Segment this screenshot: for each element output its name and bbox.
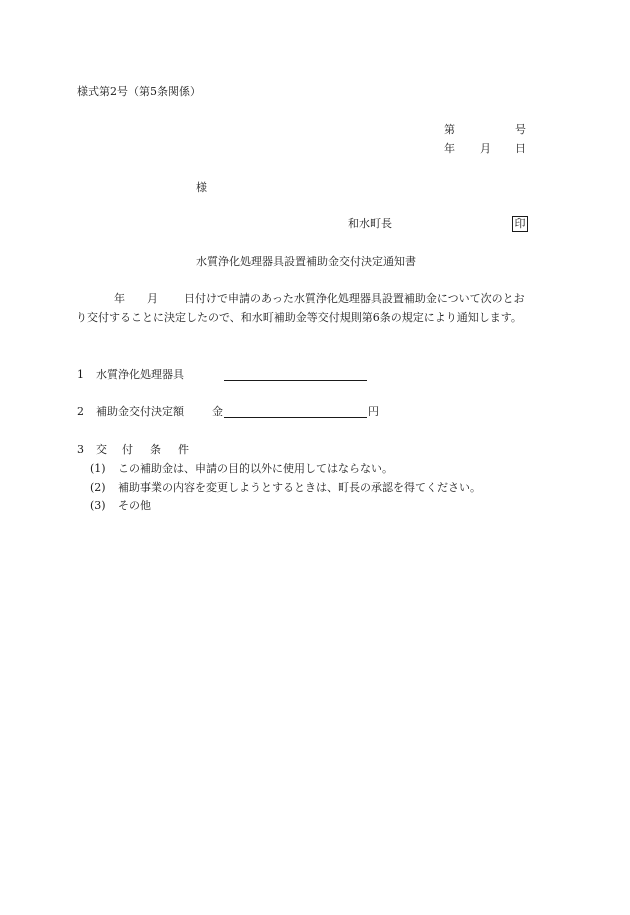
- item3-label-char-2: 付: [122, 443, 133, 456]
- seal-mark: [512, 216, 528, 232]
- item3-label-char-4: 件: [178, 443, 189, 456]
- item1-blank-line: [224, 368, 367, 385]
- body-month: 月: [147, 292, 158, 305]
- body-year: 年: [114, 292, 125, 305]
- item2-amount-line: [224, 405, 367, 422]
- condition-3-text: その他: [118, 499, 151, 512]
- number-prefix: 第: [444, 123, 455, 136]
- item2-blank: [224, 405, 367, 418]
- seal-text: 印: [512, 216, 528, 232]
- item3-label-char-1: 交: [96, 443, 107, 456]
- addressee-suffix: 様: [196, 181, 207, 194]
- item2-number: 2: [77, 405, 84, 418]
- form-label: 様式第2号（第5条関係）: [77, 85, 201, 98]
- item1-label: 水質浄化処理器具: [96, 368, 184, 381]
- condition-2-text: 補助事業の内容を変更しようとするときは、町長の承認を得てください。: [118, 481, 481, 494]
- date-month: 月: [480, 142, 491, 155]
- item2-label: 補助金交付決定額: [96, 405, 184, 418]
- issuer-name: 和水町長: [348, 217, 392, 230]
- item3-number: 3: [77, 443, 84, 456]
- number-suffix: 号: [515, 123, 526, 136]
- body-line2: り交付することに決定したので、和水町補助金等交付規則第6条の規定により通知します。: [76, 311, 522, 324]
- condition-1-number: (1): [90, 462, 106, 475]
- item1-blank: [224, 368, 367, 381]
- document-title: 水質浄化処理器具設置補助金交付決定通知書: [196, 255, 416, 268]
- item2-amount-prefix: 金: [212, 405, 223, 418]
- date-day: 日: [515, 142, 526, 155]
- condition-1-text: この補助金は、申請の目的以外に使用してはならない。: [118, 462, 393, 475]
- body-line1: 日付けで申請のあった水質浄化処理器具設置補助金について次のとお: [184, 292, 525, 305]
- item3-label-char-3: 条: [150, 443, 161, 456]
- item2-amount-suffix: 円: [368, 405, 379, 418]
- item1-number: 1: [77, 368, 84, 381]
- date-year: 年: [444, 142, 455, 155]
- condition-2-number: (2): [90, 481, 106, 494]
- condition-3-number: (3): [90, 499, 106, 512]
